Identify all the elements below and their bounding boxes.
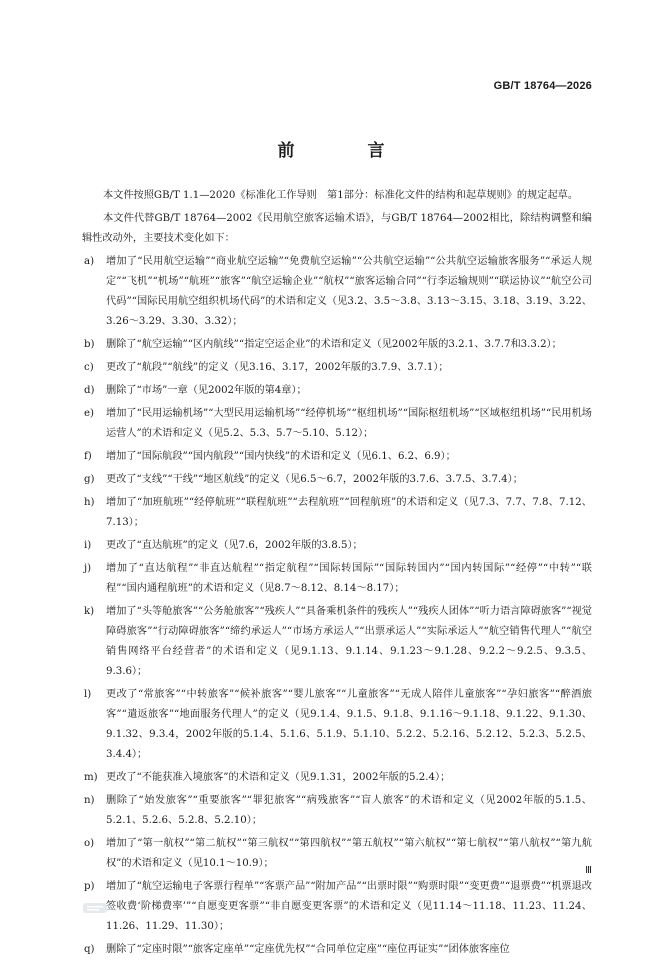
page-title: 前 言 [277,141,413,161]
list-item [82,447,592,467]
list-item-text: 删除了“航空运输”“区内航线”“指定空运企业”的术语和定义（见2002年版的3.2.1、3.7.7和3.3.2）； [106,339,562,350]
list-item-marker: l) [84,689,92,700]
list-item [82,602,592,682]
list-item-marker: a) [84,256,95,267]
list-item [82,358,592,378]
list-item-text: 删除了“定座时限”“旅客定座单”“定座优先权”“合同单位定座”“座位再证实”“团体旅客座位 [106,944,510,955]
list-item-text: 更改了“不能获准入境旅客”的术语和定义（见9.1.31，2002年版的5.2.4）； [106,772,451,783]
list-item-marker: g) [84,474,95,485]
change-list [82,252,592,960]
list-item-text: 增加了“头等舱旅客”“公务舱旅客”“残疾人”“具备乘机条件的残疾人”“残疾人团体”“听力语言障碍旅客”“视觉障碍旅客”“行动障碍旅客”“缔约承运人”“市场方承运人”“出票承运人”“实际承运人”“航空销售代理人”“航空销售网络平台经营者”的术语和定义（见9.1.13、9.1.14、9.1.23～9.1.28、9.2.2～9.2.5、9.3.5、9.3.6）； [106,606,592,677]
list-item [82,470,592,490]
paragraph-replacement-note: 本文件代替GB/T 18764—2002《民用航空旅客运输术语》，与GB/T 18764—2002相比，除结构调整和编辑性改动外，主要技术变化如下： [82,213,592,244]
list-item [82,335,592,355]
list-item-marker: c) [84,362,94,373]
list-item-text: 增加了“民用运输机场”“大型民用运输机场”“经停机场”“枢纽机场”“国际枢纽机场”“区域枢纽机场”“民用机场运营人”的术语和定义（见5.2、5.3、5.7～5.10、5.12）； [106,408,592,439]
list-item-text: 更改了“航段”“航线”的定义（见3.16、3.17，2002年版的3.7.9、3.7.1）； [106,362,449,373]
document-body [82,186,592,963]
list-item-text: 删除了“市场”一章（见2002年版的第4章）； [106,385,307,396]
list-item [82,877,592,937]
list-item [82,559,592,599]
list-item-marker: q) [84,944,95,955]
list-item-marker: m) [84,772,98,783]
list-item-text: 删除了“始发旅客”“重要旅客”“罪犯旅客”“病残旅客”“盲人旅客”的术语和定义（见2002年版的5.1.5、5.2.1、5.2.6、5.2.8、5.2.10）； [106,795,592,826]
list-item [82,791,592,831]
list-item-marker: i) [84,540,92,551]
list-item-text: 更改了“常旅客”“中转旅客”“候补旅客”“婴儿旅客”“儿童旅客”“无成人陪伴儿童旅客”“孕妇旅客”“醉酒旅客”“遣返旅客”“地面服务代理人”的定义（见9.1.4、9.1.5、9.1.8、9.1.16～9.1.18、9.1.22、9.1.30、9.1.32、9.3.4，2002年版的5.1.4、5.1.6、5.1.9、5.1.10、5.2.2、5.2.16、5.2.12、5.2.3、5.2.5、3.4.4）； [106,689,592,760]
list-item-marker: n) [84,795,95,806]
list-item [82,252,592,332]
watermark-logo-icon [82,900,108,916]
list-item-text: 更改了“直达航班”的定义（见7.6，2002年版的3.8.5）； [106,540,363,551]
list-item-marker: k) [84,606,95,617]
list-item-marker: j) [84,563,92,574]
list-item [82,685,592,765]
list-item [82,404,592,444]
list-item-text: 增加了“国际航段”“国内航段”“国内快线”的术语和定义（见6.1、6.2、6.9）； [106,451,456,462]
list-item [82,768,592,788]
list-item [82,940,592,960]
list-item-marker: d) [84,385,95,396]
page-number: Ⅲ [585,865,592,876]
list-item [82,493,592,533]
list-item-text: 更改了“支线”“干线”“地区航线”的定义（见6.5～6.7，2002年版的3.7.6、3.7.5、3.7.4）； [106,474,523,485]
list-item-text: 增加了“直达航程”“非直达航程”“指定航程”“国际转国际”“国际转国内”“国内转国际”“经停”“中转”“联程”“国内通程航班”的术语和定义（见8.7～8.12、8.14～8.17）； [106,563,592,594]
list-item [82,834,592,874]
list-item-text: 增加了“民用航空运输”“商业航空运输”“免费航空运输”“公共航空运输”“公共航空运输旅客服务”“承运人规定”“飞机”“机场”“航班”“旅客”“航空运输企业”“航权”“旅客运输合同”“行李运输规则”“联运协议”“航空公司代码”“国际民用航空组织机场代码”的术语和定义（见3.2、3.5～3.8、3.13～3.15、3.18、3.19、3.22、3.26～3.29、3.30、3.32）； [106,256,592,327]
list-item-marker: e) [84,408,95,419]
list-item-text: 增加了“加班航班”“经停航班”“联程航班”“去程航班”“回程航班”的术语和定义（见7.3、7.7、7.8、7.12、7.13）； [106,497,592,528]
list-item-marker: o) [84,838,95,849]
list-item-marker: p) [84,881,95,892]
paragraph-drafting-rules: 本文件按照GB/T 1.1—2020《标准化工作导则 第1部分：标准化文件的结构和起草规则》的规定起草。 [103,190,579,201]
list-item-marker: b) [84,339,95,350]
list-item-marker: h) [84,497,95,508]
list-item [82,536,592,556]
list-item-text: 增加了“第一航权”“第二航权”“第三航权”“第四航权”“第五航权”“第六航权”“第七航权”“第八航权”“第九航权”的术语和定义（见10.1～10.9）； [106,838,592,869]
standard-number: GB/T 18764—2026 [493,80,592,92]
list-item [82,381,592,401]
list-item-marker: f) [84,451,92,462]
list-item-text: 增加了“航空运输电子客票行程单”“客票产品”“附加产品”“出票时限”“购票时限”“变更费”“退票费”“机票退改签收费‘阶梯费率’”“自愿变更客票”“非自愿变更客票”的术语和定义（见11.14～11.18、11.23、11.24、11.26、11.29、11.30）； [106,881,592,932]
